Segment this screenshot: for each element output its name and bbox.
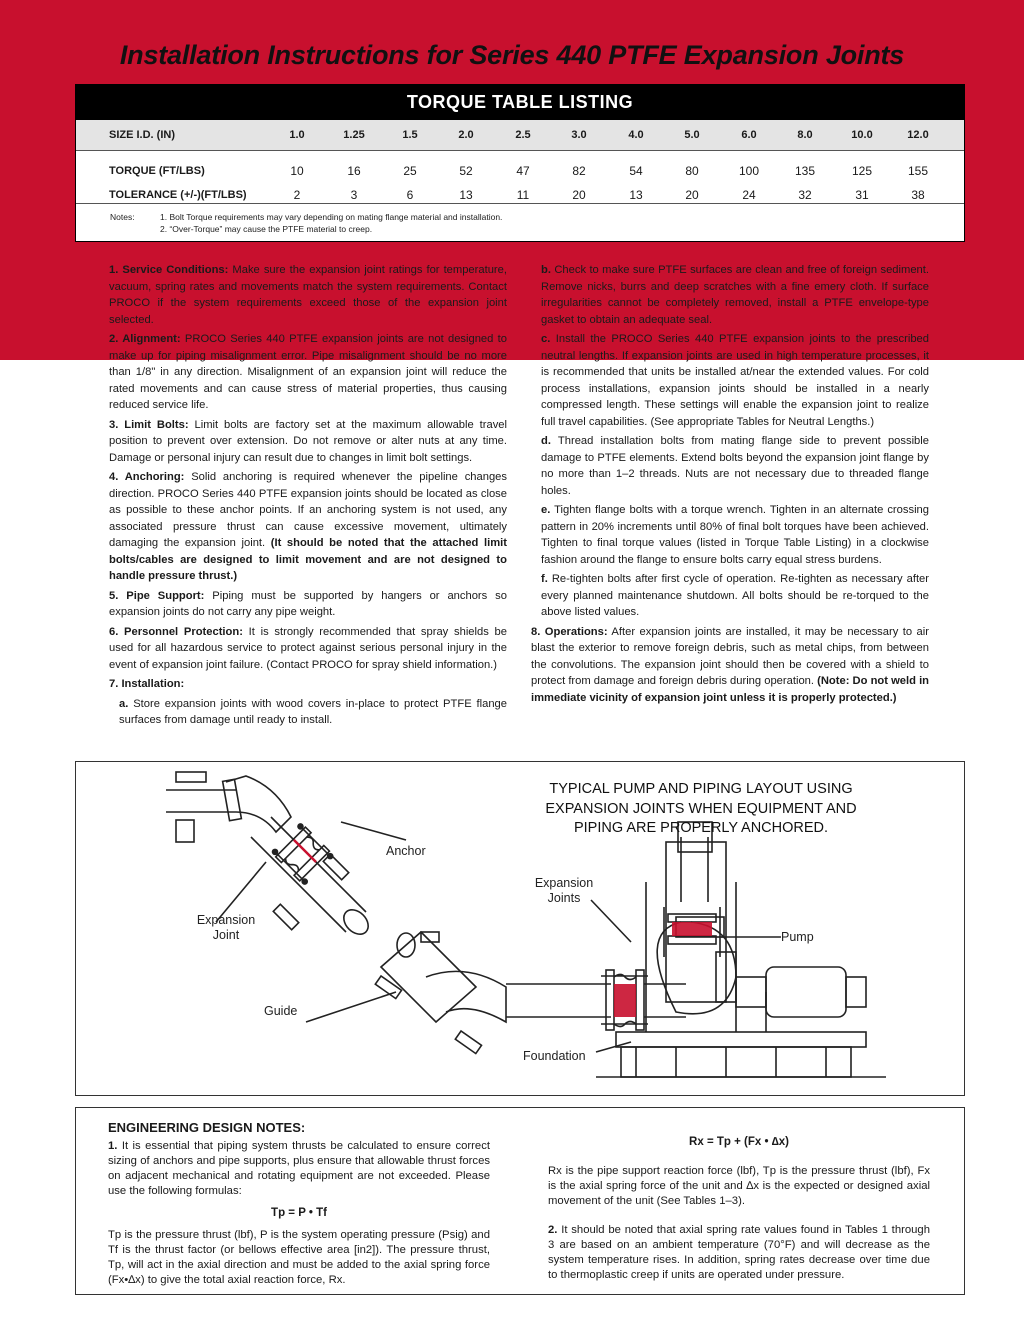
label-line: Joint: [212, 928, 240, 942]
torque-cell: 16: [347, 164, 361, 178]
tolerance-label: TOLERANCE (+/-)(FT/LBS): [109, 189, 247, 201]
section-alignment: [109, 331, 507, 414]
section-heading: 6. Personnel Protection:: [109, 625, 243, 638]
size-cell: 1.0: [289, 129, 305, 141]
torque-row: [76, 159, 964, 183]
size-cell: 4.0: [628, 129, 644, 141]
tolerance-cell: 3: [350, 188, 358, 202]
section-service-conditions: [109, 262, 507, 328]
label-foundation: Foundation: [523, 1049, 586, 1063]
size-cell: 6.0: [741, 129, 757, 141]
step-label: f.: [541, 573, 548, 585]
section-heading: 7. Installation:: [109, 678, 185, 690]
label-line: Expansion: [534, 876, 594, 890]
section-heading: 5. Pipe Support:: [109, 589, 205, 602]
section-operations: [531, 624, 929, 707]
torque-cell: 52: [459, 164, 473, 178]
formula-reaction-force: Rx = Tp + (Fx • ∆x): [689, 1136, 789, 1148]
torque-label: TORQUE (FT/LBS): [109, 165, 205, 177]
torque-cell: 25: [403, 164, 417, 178]
section-heading: 1. Service Conditions:: [109, 264, 229, 276]
torque-cell: 135: [794, 164, 816, 178]
size-cell: 1.25: [343, 129, 365, 141]
torque-table-heading: TORQUE TABLE LISTING: [76, 85, 964, 120]
installation-step-f: [531, 571, 929, 621]
section-warning: (Note: Do not weld in immediate vicinity of expansion joint unless it is properly protected.): [531, 675, 930, 704]
tolerance-cell: 20: [685, 188, 699, 202]
step-text: Store expansion joints with wood covers in-place to protect PTFE flange surfaces from damage until ready to install.: [119, 697, 507, 726]
pressure-thrust-definition: Tp is the pressure thrust (lbf), P is the system operating pressure (Psig) and Tf is the thrust factor (or bellows effective area [in2]). The pressure thrust, Tp, will act in the axial direction and must be added to the axial spring force (Fx•∆x) to give the total axial reaction force, Rx.: [108, 1229, 490, 1286]
instructions-right-column: [531, 262, 929, 709]
piping-layout-figure: [75, 761, 965, 1096]
tolerance-cell: 32: [798, 188, 812, 202]
note-1: 1. Bolt Torque requirements may vary depending on mating flange material and installation.: [160, 212, 503, 222]
size-cell: 8.0: [797, 129, 813, 141]
label-line: Expansion: [196, 913, 256, 927]
tolerance-cell: 6: [406, 188, 414, 202]
formula-pressure-thrust: Tp = P • Tf: [271, 1207, 327, 1219]
instructions-left-column: [109, 262, 507, 732]
section-text: Solid anchoring is required whenever the pipeline changes direction. PROCO Series 440 PTFE expansion joints should be located as close as possible to these anchor points. If an anchoring system is not used, any associated pressure thrust can cause excessive movement, ultimately damaging the expansion joint.: [109, 471, 507, 549]
notes-label: Notes:: [110, 212, 135, 222]
section-pipe-support: [109, 588, 507, 621]
size-cell: 5.0: [684, 129, 700, 141]
installation-step-c: [531, 331, 929, 430]
torque-table: [75, 84, 965, 242]
section-text: Piping must be supported by hangers or anchors so expansion joints do not carry any pipe weight.: [109, 589, 507, 618]
size-cell: 2.5: [515, 129, 531, 141]
engineering-note-2: [548, 1223, 930, 1283]
label-guide: Guide: [264, 1004, 298, 1018]
figure-title-line: PIPING ARE PROPERLY ANCHORED.: [573, 820, 829, 836]
torque-cell: 80: [685, 164, 699, 178]
section-heading: 3. Limit Bolts:: [109, 418, 189, 431]
engineering-right: [548, 1135, 930, 1283]
installation-step-a: [109, 696, 507, 729]
note-text: It should be noted that axial spring rate values found in Tables 1 through 3 are based on an ambient temperature (70°F) and will decrease as the system temperature rises. In addition, spring rates decrease over time due to thermoplastic creep if units are operated under pressure.: [548, 1224, 930, 1281]
tolerance-cell: 13: [629, 188, 643, 202]
torque-cell: 10: [290, 164, 304, 178]
installation-step-e: [531, 502, 929, 568]
step-label: a.: [119, 697, 129, 710]
step-label: d.: [541, 435, 551, 447]
engineering-note-1: [108, 1139, 490, 1199]
label-line: Joints: [547, 891, 581, 905]
section-text: It is strongly recommended that spray shields be used for all hazardous service to protect against serious personal injury in the event of expansion joint failure. (Contact PROCO for spray shield information.): [109, 625, 507, 671]
torque-cell: 47: [516, 164, 530, 178]
section-text: Make sure the expansion joint ratings for temperature, vacuum, spring rates and movements match the system requirements. Contact PROCO if the system requirements exceed those of the expansion joint selected.: [109, 264, 507, 326]
torque-cell: 54: [629, 164, 643, 178]
size-cell: 10.0: [851, 129, 873, 141]
note-2: 2. “Over-Torque” may cause the PTFE material to creep.: [160, 224, 373, 234]
section-limit-bolts: [109, 417, 507, 467]
torque-cell: 100: [738, 164, 760, 178]
reaction-force-definition: Rx is the pipe support reaction force (lbf), Tp is the pressure thrust (lbf), Fx is the axial spring force of the unit and ∆x is the expected or designed axial movement of the unit (See Tables 1–3).: [548, 1165, 930, 1207]
note-text: It is essential that piping system thrusts be calculated to ensure correct sizing of anchors and pipe supports, plus ensure that allowable thrust forces on adjacent mechanical and rotating equipment are not exceeded. Please use the following formulas:: [108, 1140, 490, 1197]
tolerance-cell: 38: [911, 188, 925, 202]
note-number: 1.: [108, 1140, 118, 1152]
note-number: 2.: [548, 1224, 558, 1236]
tolerance-cell: 11: [516, 188, 530, 202]
figure-title: [496, 780, 906, 839]
size-row: [76, 120, 964, 150]
label-anchor: Anchor: [386, 844, 426, 858]
label-expansion-joints: [529, 876, 599, 906]
step-text: Install the PROCO Series 440 PTFE expansion joints to the prescribed neutral lengths. If expansion joints are used in high temperature processes, it is recommended that units be installed at/near the extended values. For cold process installations, expansion joints should be installed in a nearly compressed length. These settings will enable the expansion joint to realize full travel capabilities. (See appropriate Tables for Neutral Lengths.): [541, 333, 929, 428]
step-text: Check to make sure PTFE surfaces are clean and free of foreign sediment. Remove nicks, burrs and deep scratches with a fine emery cloth. If surface irregularities cannot be completely removed, install a PTFE envelope-type gasket to obtain an adequate seal.: [541, 264, 929, 326]
torque-cell: 155: [907, 164, 929, 178]
tolerance-cell: 13: [459, 188, 473, 202]
size-cell: 2.0: [458, 129, 474, 141]
installation-step-d: [531, 433, 929, 499]
figure-title-line: EXPANSION JOINTS WHEN EQUIPMENT AND: [545, 800, 857, 817]
step-text: Re-tighten bolts after first cycle of operation. Re-tighten as necessary after every planned maintenance shutdown. All bolts should be re-torqued to the above listed values.: [541, 573, 929, 618]
step-text: Tighten flange bolts with a torque wrench. Tighten in an alternate crossing pattern in 20% increments until 80% of final bolt torques have been achieved. Tighten to final torque values (listed in Torque Table Listing) in a clockwise fashion around the flange to ensure bolts carry equal stress burdens.: [541, 504, 929, 566]
section-text: Limit bolts are factory set at the maximum allowable travel position to prevent over extension. Do not remove or alter nuts at any time. Damage or personal injury can result due to changes in limit bolt settings.: [109, 418, 507, 464]
size-cell: 1.5: [402, 129, 418, 141]
step-text: Thread installation bolts from mating flange side to prevent possible damage to PTFE elements. Extend bolts beyond the expansion joint flange by no more than 1–2 threads. Nuts are not necessary due to threaded flange holes.: [541, 435, 929, 497]
step-label: e.: [541, 504, 551, 516]
tolerance-cell: 2: [293, 188, 301, 202]
tolerance-cell: 20: [572, 188, 586, 202]
section-heading: 8. Operations:: [531, 625, 608, 638]
size-cell: 3.0: [571, 129, 587, 141]
section-text: PROCO Series 440 PTFE expansion joints are not designed to make up for piping misalignment error. Pipe misalignment should be no more than 1/8" in any direction. Misalignment of an expansion joint will reduce the rated movements and can cause stress of material properties, thus causing reduced service life.: [109, 333, 507, 411]
figure-title-line: TYPICAL PUMP AND PIPING LAYOUT USING: [549, 781, 853, 797]
size-label: SIZE I.D. (IN): [109, 129, 175, 141]
engineering-heading: ENGINEERING DESIGN NOTES:: [108, 1120, 306, 1135]
section-personnel-protection: [109, 624, 507, 674]
engineering-notes: [75, 1107, 965, 1295]
label-pump: Pump: [781, 930, 814, 944]
section-heading: 2. Alignment:: [109, 333, 181, 345]
torque-cell: 82: [572, 164, 586, 178]
tolerance-cell: 24: [742, 188, 756, 202]
step-label: c.: [541, 333, 551, 345]
section-installation: [109, 676, 507, 693]
section-text: After expansion joints are installed, it may be necessary to air blast the exterior to remove foreign debris, such as metal chips, from between the convolutions. The expansion joint should then be covered with a shield to protect from damage and foreign debris during operation.: [531, 625, 929, 687]
section-heading: 4. Anchoring:: [109, 471, 185, 483]
section-warning: (It should be noted that the attached limit bolts/cables are designed to limit movement and are not designed to handle pressure thrust.): [109, 537, 507, 582]
torque-cell: 125: [851, 164, 873, 178]
engineering-left: [108, 1139, 490, 1288]
size-cell: 12.0: [907, 129, 929, 141]
section-anchoring: [109, 469, 507, 585]
step-label: b.: [541, 264, 551, 276]
installation-step-b: [531, 262, 929, 328]
label-expansion-joint: [191, 913, 261, 943]
page-title: Installation Instructions for Series 440 PTFE Expansion Joints: [119, 40, 905, 70]
tolerance-cell: 31: [855, 188, 869, 202]
